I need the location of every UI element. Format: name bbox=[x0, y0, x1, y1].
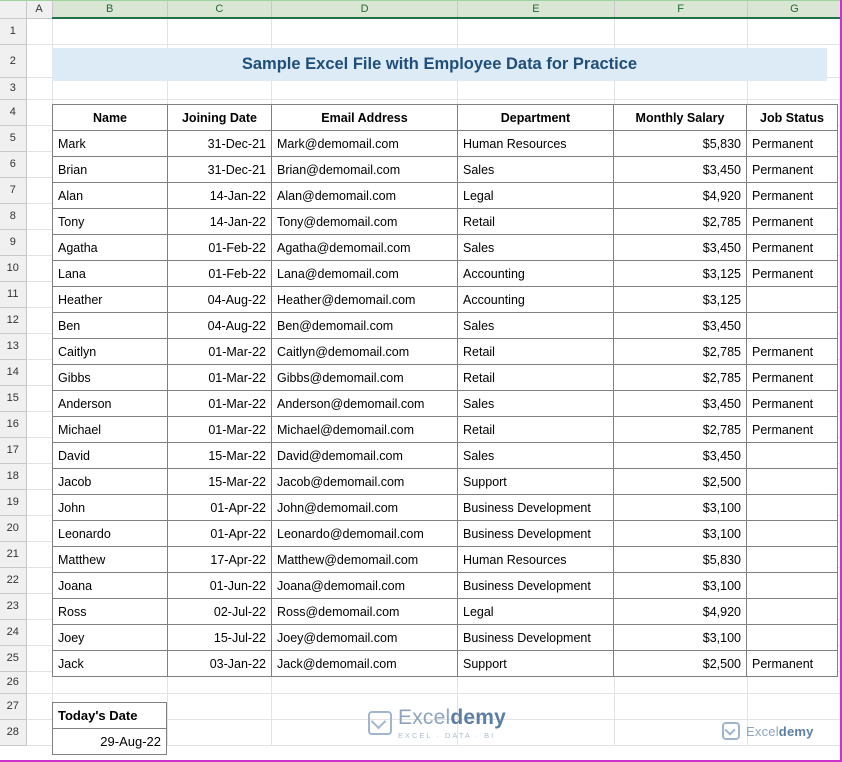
todays-date-label-row bbox=[53, 703, 167, 729]
todays-date-label: Today's Date bbox=[53, 703, 167, 729]
grid-cell[interactable] bbox=[167, 693, 271, 719]
table-row[interactable] bbox=[53, 131, 838, 157]
cell-joining-date[interactable]: 15-Jul-22 bbox=[168, 625, 272, 651]
table-row[interactable] bbox=[53, 521, 838, 547]
cell-job-status[interactable]: Permanent bbox=[747, 209, 838, 235]
cell-department[interactable]: Sales bbox=[458, 443, 614, 469]
cell-job-status[interactable]: Permanent bbox=[747, 183, 838, 209]
cell-monthly-salary[interactable]: $3,100 bbox=[614, 573, 747, 599]
cell-name[interactable]: Jacob bbox=[53, 469, 168, 495]
row-header-21[interactable]: 21 bbox=[0, 541, 26, 567]
cell-email-address[interactable]: Jacob@demomail.com bbox=[272, 469, 458, 495]
todays-date-value[interactable]: 29-Aug-22 bbox=[53, 729, 167, 755]
grid-cell[interactable] bbox=[167, 18, 271, 44]
cell-job-status[interactable]: Permanent bbox=[747, 339, 838, 365]
grid-cell[interactable] bbox=[747, 693, 841, 719]
cell-job-status[interactable] bbox=[747, 599, 838, 625]
cell-department[interactable]: Legal bbox=[458, 183, 614, 209]
grid-cell[interactable] bbox=[26, 719, 52, 745]
table-row[interactable] bbox=[53, 235, 838, 261]
cell-joining-date[interactable]: 14-Jan-22 bbox=[168, 209, 272, 235]
cell-email-address[interactable]: Ben@demomail.com bbox=[272, 313, 458, 339]
cell-joining-date[interactable]: 01-Mar-22 bbox=[168, 391, 272, 417]
grid-cell[interactable] bbox=[614, 693, 747, 719]
cell-joining-date[interactable]: 17-Apr-22 bbox=[168, 547, 272, 573]
grid-cell[interactable] bbox=[26, 281, 52, 307]
cell-job-status[interactable] bbox=[747, 495, 838, 521]
cell-joining-date[interactable]: 15-Mar-22 bbox=[168, 469, 272, 495]
row-header-23[interactable]: 23 bbox=[0, 593, 26, 619]
row-header-8[interactable]: 8 bbox=[0, 203, 26, 229]
watermark-tagline: EXCEL · DATA · BI bbox=[398, 731, 496, 740]
cell-email-address[interactable]: Lana@demomail.com bbox=[272, 261, 458, 287]
cell-job-status[interactable]: Permanent bbox=[747, 417, 838, 443]
watermark-corner-brand: Exceldemy bbox=[746, 723, 814, 739]
cell-department[interactable]: Retail bbox=[458, 339, 614, 365]
cell-department[interactable]: Business Development bbox=[458, 521, 614, 547]
cell-job-status[interactable]: Permanent bbox=[747, 391, 838, 417]
column-header-g[interactable]: G bbox=[747, 0, 841, 18]
column-title-email-address: Email Address bbox=[272, 105, 458, 131]
cell-name[interactable]: Ross bbox=[53, 599, 168, 625]
watermark-brand: Exceldemy bbox=[398, 706, 507, 729]
cell-department[interactable]: Business Development bbox=[458, 573, 614, 599]
cell-monthly-salary[interactable]: $3,100 bbox=[614, 625, 747, 651]
table-header-row bbox=[53, 105, 838, 131]
cell-joining-date[interactable]: 04-Aug-22 bbox=[168, 287, 272, 313]
table-row[interactable] bbox=[53, 417, 838, 443]
cell-email-address[interactable]: Michael@demomail.com bbox=[272, 417, 458, 443]
row-header-10[interactable]: 10 bbox=[0, 255, 26, 281]
row-header-24[interactable]: 24 bbox=[0, 619, 26, 645]
cell-name[interactable]: Ben bbox=[53, 313, 168, 339]
sheet-title: Sample Excel File with Employee Data for Practice bbox=[52, 48, 827, 81]
cell-monthly-salary[interactable]: $2,500 bbox=[614, 469, 747, 495]
grid-row[interactable] bbox=[0, 18, 842, 44]
grid-cell[interactable] bbox=[26, 333, 52, 359]
grid-cell[interactable] bbox=[26, 463, 52, 489]
cell-name[interactable]: David bbox=[53, 443, 168, 469]
cell-department[interactable]: Retail bbox=[458, 209, 614, 235]
cell-name[interactable]: Michael bbox=[53, 417, 168, 443]
todays-date-value-row[interactable] bbox=[53, 729, 167, 755]
cell-joining-date[interactable]: 15-Mar-22 bbox=[168, 443, 272, 469]
grid-cell[interactable] bbox=[614, 18, 747, 44]
cell-department[interactable]: Sales bbox=[458, 313, 614, 339]
table-row[interactable] bbox=[53, 339, 838, 365]
cell-name[interactable]: Tony bbox=[53, 209, 168, 235]
cell-department[interactable]: Accounting bbox=[458, 261, 614, 287]
row-header-7[interactable]: 7 bbox=[0, 177, 26, 203]
row-header-5[interactable]: 5 bbox=[0, 125, 26, 151]
grid-cell[interactable] bbox=[26, 359, 52, 385]
cell-job-status[interactable] bbox=[747, 313, 838, 339]
table-row[interactable] bbox=[53, 261, 838, 287]
table-row[interactable] bbox=[53, 651, 838, 677]
row-header-1[interactable]: 1 bbox=[0, 18, 26, 44]
grid-cell[interactable] bbox=[52, 18, 167, 44]
grid-cell[interactable] bbox=[26, 437, 52, 463]
column-title-joining-date: Joining Date bbox=[168, 105, 272, 131]
cell-email-address[interactable]: Mark@demomail.com bbox=[272, 131, 458, 157]
row-header-20[interactable]: 20 bbox=[0, 515, 26, 541]
cell-monthly-salary[interactable]: $2,785 bbox=[614, 417, 747, 443]
cell-name[interactable]: Mark bbox=[53, 131, 168, 157]
row-header-6[interactable]: 6 bbox=[0, 151, 26, 177]
cell-department[interactable]: Support bbox=[458, 651, 614, 677]
page-edge-top bbox=[0, 0, 842, 1]
table-row[interactable] bbox=[53, 625, 838, 651]
grid-cell[interactable] bbox=[26, 255, 52, 281]
row-header-16[interactable]: 16 bbox=[0, 411, 26, 437]
row-header-11[interactable]: 11 bbox=[0, 281, 26, 307]
row-header-12[interactable]: 12 bbox=[0, 307, 26, 333]
cell-email-address[interactable]: Joana@demomail.com bbox=[272, 573, 458, 599]
cell-job-status[interactable] bbox=[747, 521, 838, 547]
cell-name[interactable]: Joey bbox=[53, 625, 168, 651]
grid-cell[interactable] bbox=[26, 541, 52, 567]
row-header-27[interactable]: 27 bbox=[0, 693, 26, 719]
watermark-center bbox=[368, 706, 506, 740]
cell-job-status[interactable] bbox=[747, 287, 838, 313]
grid-cell[interactable] bbox=[26, 693, 52, 719]
cell-joining-date[interactable]: 04-Aug-22 bbox=[168, 313, 272, 339]
cell-email-address[interactable]: Caitlyn@demomail.com bbox=[272, 339, 458, 365]
watermark-corner bbox=[722, 722, 814, 740]
cell-monthly-salary[interactable]: $3,450 bbox=[614, 235, 747, 261]
grid-cell[interactable] bbox=[458, 18, 614, 44]
table-row[interactable] bbox=[53, 157, 838, 183]
cell-name[interactable]: Matthew bbox=[53, 547, 168, 573]
cell-job-status[interactable]: Permanent bbox=[747, 235, 838, 261]
cell-email-address[interactable]: David@demomail.com bbox=[272, 443, 458, 469]
row-header-26[interactable]: 26 bbox=[0, 671, 26, 693]
cell-joining-date[interactable]: 01-Feb-22 bbox=[168, 261, 272, 287]
grid-cell[interactable] bbox=[26, 77, 52, 99]
grid-cell[interactable] bbox=[26, 99, 52, 125]
cell-email-address[interactable]: Anderson@demomail.com bbox=[272, 391, 458, 417]
row-header-4[interactable]: 4 bbox=[0, 99, 26, 125]
cell-joining-date[interactable]: 31-Dec-21 bbox=[168, 131, 272, 157]
cell-monthly-salary[interactable]: $2,785 bbox=[614, 209, 747, 235]
cell-department[interactable]: Accounting bbox=[458, 287, 614, 313]
grid-cell[interactable] bbox=[26, 411, 52, 437]
cell-monthly-salary[interactable]: $4,920 bbox=[614, 599, 747, 625]
cell-department[interactable]: Sales bbox=[458, 235, 614, 261]
grid-cell[interactable] bbox=[26, 385, 52, 411]
row-header-17[interactable]: 17 bbox=[0, 437, 26, 463]
exceldemy-logo-icon-small bbox=[722, 722, 740, 740]
cell-job-status[interactable] bbox=[747, 573, 838, 599]
cell-job-status[interactable]: Permanent bbox=[747, 651, 838, 677]
cell-joining-date[interactable]: 01-Mar-22 bbox=[168, 365, 272, 391]
cell-name[interactable]: Lana bbox=[53, 261, 168, 287]
cell-department[interactable]: Human Resources bbox=[458, 547, 614, 573]
row-header-3[interactable]: 3 bbox=[0, 77, 26, 99]
cell-monthly-salary[interactable]: $3,450 bbox=[614, 157, 747, 183]
cell-email-address[interactable]: Agatha@demomail.com bbox=[272, 235, 458, 261]
cell-monthly-salary[interactable]: $3,450 bbox=[614, 391, 747, 417]
column-header-b[interactable]: B bbox=[52, 0, 167, 18]
cell-job-status[interactable]: Permanent bbox=[747, 157, 838, 183]
column-header-c[interactable]: C bbox=[167, 0, 271, 18]
cell-name[interactable]: Caitlyn bbox=[53, 339, 168, 365]
column-header-d[interactable]: D bbox=[271, 0, 457, 18]
grid-cell[interactable] bbox=[26, 619, 52, 645]
cell-department[interactable]: Legal bbox=[458, 599, 614, 625]
grid-cell[interactable] bbox=[271, 18, 457, 44]
cell-department[interactable]: Human Resources bbox=[458, 131, 614, 157]
cell-monthly-salary[interactable]: $5,830 bbox=[614, 131, 747, 157]
grid-cell[interactable] bbox=[26, 203, 52, 229]
cell-joining-date[interactable]: 01-Apr-22 bbox=[168, 495, 272, 521]
row-header-19[interactable]: 19 bbox=[0, 489, 26, 515]
exceldemy-logo-icon bbox=[368, 711, 392, 735]
cell-job-status[interactable]: Permanent bbox=[747, 365, 838, 391]
table-row[interactable] bbox=[53, 547, 838, 573]
grid-cell[interactable] bbox=[26, 18, 52, 44]
table-row[interactable] bbox=[53, 495, 838, 521]
table-row[interactable] bbox=[53, 573, 838, 599]
table-row[interactable] bbox=[53, 469, 838, 495]
column-header-a[interactable]: A bbox=[26, 0, 52, 18]
cell-name[interactable]: Gibbs bbox=[53, 365, 168, 391]
cell-joining-date[interactable]: 01-Apr-22 bbox=[168, 521, 272, 547]
cell-job-status[interactable]: Permanent bbox=[747, 261, 838, 287]
table-row[interactable] bbox=[53, 313, 838, 339]
row-header-22[interactable]: 22 bbox=[0, 567, 26, 593]
grid-cell[interactable] bbox=[26, 645, 52, 671]
todays-date-block[interactable] bbox=[52, 702, 167, 755]
row-header-15[interactable]: 15 bbox=[0, 385, 26, 411]
cell-monthly-salary[interactable]: $2,785 bbox=[614, 339, 747, 365]
cell-joining-date[interactable]: 14-Jan-22 bbox=[168, 183, 272, 209]
cell-joining-date[interactable]: 31-Dec-21 bbox=[168, 157, 272, 183]
cell-joining-date[interactable]: 01-Mar-22 bbox=[168, 339, 272, 365]
grid-cell[interactable] bbox=[26, 515, 52, 541]
cell-email-address[interactable]: Joey@demomail.com bbox=[272, 625, 458, 651]
cell-email-address[interactable]: Gibbs@demomail.com bbox=[272, 365, 458, 391]
grid-cell[interactable] bbox=[747, 18, 841, 44]
row-header-25[interactable]: 25 bbox=[0, 645, 26, 671]
column-title-name: Name bbox=[53, 105, 168, 131]
grid-cell[interactable] bbox=[26, 44, 52, 77]
cell-name[interactable]: Heather bbox=[53, 287, 168, 313]
cell-department[interactable]: Business Development bbox=[458, 625, 614, 651]
cell-joining-date[interactable]: 02-Jul-22 bbox=[168, 599, 272, 625]
cell-department[interactable]: Business Development bbox=[458, 495, 614, 521]
select-all-corner[interactable] bbox=[0, 0, 26, 18]
table-row[interactable] bbox=[53, 599, 838, 625]
cell-monthly-salary[interactable]: $3,100 bbox=[614, 521, 747, 547]
column-title-job-status: Job Status bbox=[747, 105, 838, 131]
grid-cell[interactable] bbox=[26, 125, 52, 151]
cell-name[interactable]: Anderson bbox=[53, 391, 168, 417]
table-row[interactable] bbox=[53, 443, 838, 469]
cell-name[interactable]: John bbox=[53, 495, 168, 521]
cell-email-address[interactable]: Leonardo@demomail.com bbox=[272, 521, 458, 547]
cell-email-address[interactable]: Alan@demomail.com bbox=[272, 183, 458, 209]
cell-department[interactable]: Sales bbox=[458, 391, 614, 417]
cell-department[interactable]: Support bbox=[458, 469, 614, 495]
cell-email-address[interactable]: Heather@demomail.com bbox=[272, 287, 458, 313]
table-row[interactable] bbox=[53, 287, 838, 313]
table-row[interactable] bbox=[53, 391, 838, 417]
cell-name[interactable]: Jack bbox=[53, 651, 168, 677]
cell-job-status[interactable] bbox=[747, 625, 838, 651]
cell-name[interactable]: Joana bbox=[53, 573, 168, 599]
column-title-department: Department bbox=[458, 105, 614, 131]
cell-email-address[interactable]: Matthew@demomail.com bbox=[272, 547, 458, 573]
cell-joining-date[interactable]: 01-Feb-22 bbox=[168, 235, 272, 261]
cell-job-status[interactable] bbox=[747, 469, 838, 495]
grid-cell[interactable] bbox=[26, 593, 52, 619]
cell-joining-date[interactable]: 01-Jun-22 bbox=[168, 573, 272, 599]
cell-email-address[interactable]: Jack@demomail.com bbox=[272, 651, 458, 677]
grid-cell[interactable] bbox=[26, 229, 52, 255]
column-header-row[interactable] bbox=[0, 0, 842, 18]
employee-data-table[interactable] bbox=[52, 104, 838, 677]
grid-cell[interactable] bbox=[26, 671, 52, 693]
cell-monthly-salary[interactable]: $3,125 bbox=[614, 261, 747, 287]
cell-email-address[interactable]: John@demomail.com bbox=[272, 495, 458, 521]
cell-email-address[interactable]: Ross@demomail.com bbox=[272, 599, 458, 625]
grid-cell[interactable] bbox=[26, 567, 52, 593]
cell-monthly-salary[interactable]: $4,920 bbox=[614, 183, 747, 209]
table-row[interactable] bbox=[53, 365, 838, 391]
row-header-2[interactable]: 2 bbox=[0, 44, 26, 77]
cell-joining-date[interactable]: 01-Mar-22 bbox=[168, 417, 272, 443]
cell-monthly-salary[interactable]: $3,125 bbox=[614, 287, 747, 313]
grid-cell[interactable] bbox=[26, 489, 52, 515]
cell-monthly-salary[interactable]: $2,785 bbox=[614, 365, 747, 391]
cell-monthly-salary[interactable]: $5,830 bbox=[614, 547, 747, 573]
table-row[interactable] bbox=[53, 183, 838, 209]
row-header-28[interactable]: 28 bbox=[0, 719, 26, 745]
cell-email-address[interactable]: Brian@demomail.com bbox=[272, 157, 458, 183]
column-title-monthly-salary: Monthly Salary bbox=[614, 105, 747, 131]
cell-monthly-salary[interactable]: $2,500 bbox=[614, 651, 747, 677]
cell-name[interactable]: Agatha bbox=[53, 235, 168, 261]
cell-name[interactable]: Brian bbox=[53, 157, 168, 183]
row-header-18[interactable]: 18 bbox=[0, 463, 26, 489]
cell-monthly-salary[interactable]: $3,100 bbox=[614, 495, 747, 521]
cell-email-address[interactable]: Tony@demomail.com bbox=[272, 209, 458, 235]
grid-cell[interactable] bbox=[26, 151, 52, 177]
table-row[interactable] bbox=[53, 209, 838, 235]
cell-department[interactable]: Sales bbox=[458, 157, 614, 183]
cell-monthly-salary[interactable]: $3,450 bbox=[614, 443, 747, 469]
cell-department[interactable]: Retail bbox=[458, 365, 614, 391]
cell-joining-date[interactable]: 03-Jan-22 bbox=[168, 651, 272, 677]
grid-cell[interactable] bbox=[26, 307, 52, 333]
cell-job-status[interactable]: Permanent bbox=[747, 131, 838, 157]
column-header-f[interactable]: F bbox=[614, 0, 747, 18]
grid-cell[interactable] bbox=[26, 177, 52, 203]
row-header-13[interactable]: 13 bbox=[0, 333, 26, 359]
cell-name[interactable]: Alan bbox=[53, 183, 168, 209]
cell-department[interactable]: Retail bbox=[458, 417, 614, 443]
column-header-e[interactable]: E bbox=[458, 0, 614, 18]
row-header-9[interactable]: 9 bbox=[0, 229, 26, 255]
cell-name[interactable]: Leonardo bbox=[53, 521, 168, 547]
grid-cell[interactable] bbox=[167, 719, 271, 745]
row-header-14[interactable]: 14 bbox=[0, 359, 26, 385]
cell-job-status[interactable] bbox=[747, 547, 838, 573]
cell-monthly-salary[interactable]: $3,450 bbox=[614, 313, 747, 339]
cell-job-status[interactable] bbox=[747, 443, 838, 469]
